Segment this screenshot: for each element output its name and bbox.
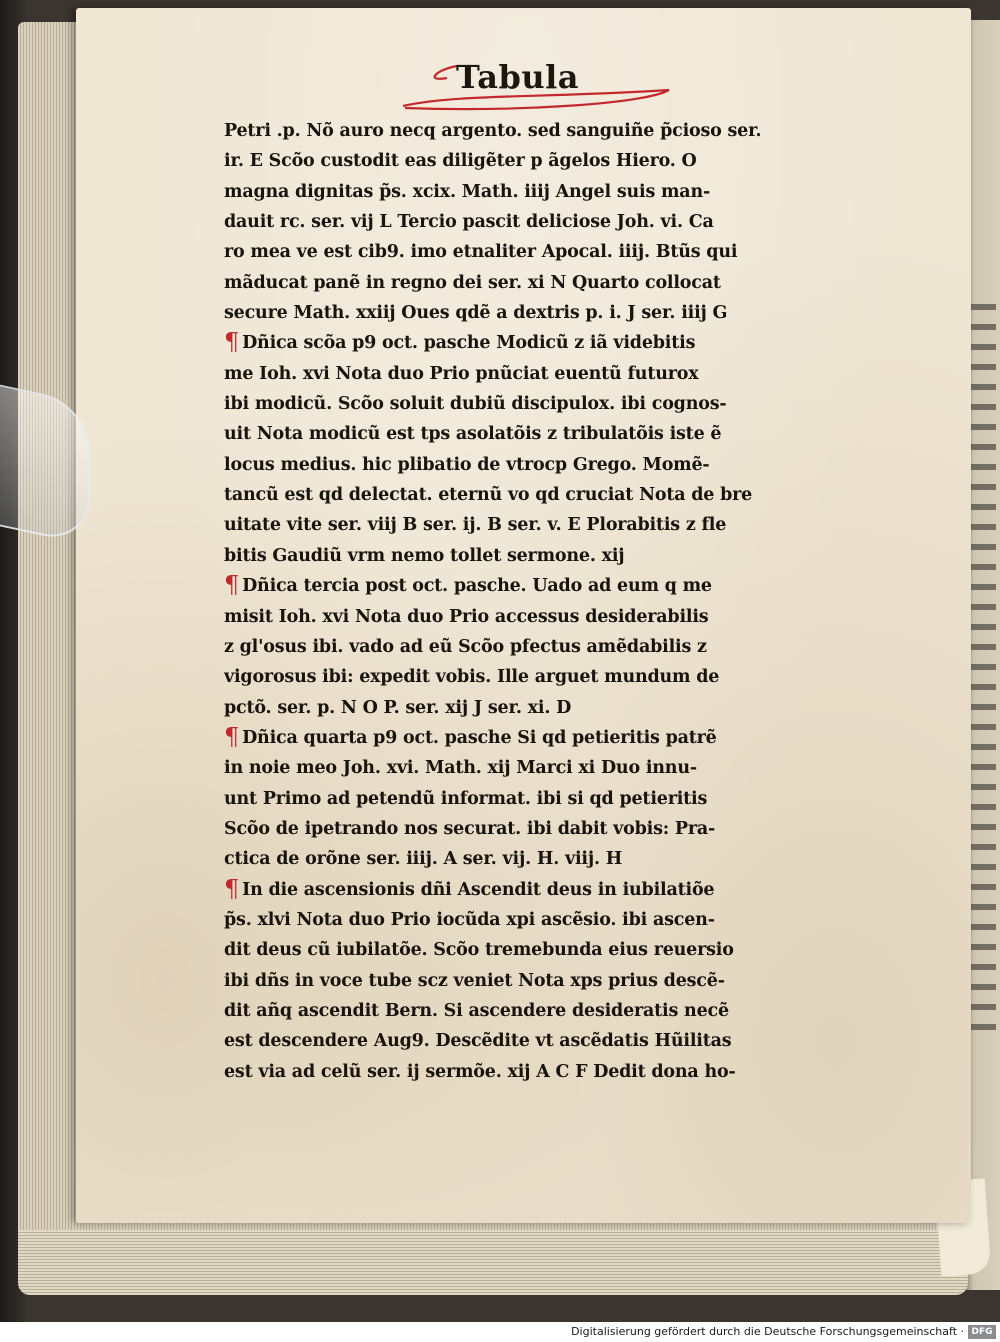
bottom-page-edges — [18, 1230, 968, 1295]
text-line-content: vigorosus ibi: expedit vobis. Ille arguet mundum de — [224, 667, 720, 688]
text-line-content: ctica de orõne ser. iiij. A ser. vij. H. viij. H — [224, 849, 623, 870]
text-line-content: est descendere Aug9. Descẽdite vt ascẽdatis Hũilitas — [224, 1031, 732, 1052]
text-line — [224, 541, 864, 571]
text-line-content: Dñica tercia post oct. pasche. Uado ad eum q me — [242, 576, 712, 597]
text-line-content: locus medius. hic plibatio de vtrocp Grego. Momẽ- — [224, 454, 710, 475]
text-line — [224, 814, 864, 844]
text-line-content: Petri .p. Nõ auro necq argento. sed sanguiñe p̃cioso ser. — [224, 121, 762, 141]
text-line-content: ibi modicũ. Scõo soluit dubiũ discipulox. ibi cognos- — [224, 394, 727, 415]
text-line-content: z gl'osus ibi. vado ad eũ Scõo pfectus amẽdabilis z — [224, 636, 707, 657]
incunabula-text-block — [224, 116, 864, 1087]
text-line-content: secure Math. xxiij Oues qdẽ a dextris p. i. J ser. iiij G — [224, 303, 728, 324]
text-line-content: bitis Gaudiũ vrm nemo tollet sermone. xij — [224, 545, 625, 566]
text-line — [224, 662, 864, 692]
text-line — [224, 935, 864, 965]
text-line — [224, 359, 864, 389]
text-line — [224, 298, 864, 328]
text-line — [224, 905, 864, 935]
text-line — [224, 510, 864, 540]
digitization-footer — [0, 1322, 1000, 1342]
text-line-content: Dñica quarta p9 oct. pasche Si qd petieritis patrẽ — [242, 727, 717, 748]
text-line — [224, 632, 864, 662]
text-line — [224, 237, 864, 267]
text-line-content: In die ascensionis dñi Ascendit deus in iubilatiõe — [242, 879, 715, 900]
text-line — [224, 419, 864, 449]
text-line — [224, 268, 864, 298]
facing-page-text — [968, 290, 996, 1030]
text-line-content: magna dignitas p̃s. xcix. Math. iiij Angel suis man- — [224, 181, 711, 202]
dfg-logo: DFG — [968, 1325, 996, 1339]
text-line — [224, 693, 864, 723]
text-line — [224, 328, 864, 358]
text-line-content: ir. E Scõo custodit eas diligẽter p ãgelos Hiero. O — [224, 151, 697, 172]
text-line-content: dauit rc. ser. vij L Tercio pascit deliciose Joh. vi. Ca — [224, 212, 714, 233]
text-line — [224, 602, 864, 632]
text-line — [224, 116, 864, 146]
text-line-content: Dñica scõa p9 oct. pasche Modicũ z iã videbitis — [242, 333, 696, 354]
page-title: Tabula — [456, 58, 580, 96]
text-line-content: dit deus cũ iubilatõe. Scõo tremebunda eius reuersio — [224, 940, 734, 961]
text-line — [224, 177, 864, 207]
text-line — [224, 966, 864, 996]
text-line — [224, 571, 864, 601]
footer-credit: Digitalisierung gefördert durch die Deutsche Forschungsgemeinschaft · — [571, 1325, 964, 1338]
text-line-content: tancũ est qd delectat. eternũ vo qd cruciat Nota de bre — [224, 485, 753, 506]
text-line — [224, 1026, 864, 1056]
text-line-content: unt Primo ad petendũ informat. ibi si qd petieritis — [224, 788, 708, 809]
text-line-content: in noie meo Joh. xvi. Math. xij Marci xi Duo innu- — [224, 758, 697, 779]
text-line-content: dit añq ascendit Bern. Si ascendere desideratis necẽ — [224, 1000, 729, 1021]
text-line-content: uitate vite ser. viij B ser. ij. B ser. v. E Plorabitis z fle — [224, 515, 727, 536]
text-line-content: me Ioh. xvi Nota duo Prio pnũciat euentũ futurox — [224, 363, 699, 384]
text-line — [224, 450, 864, 480]
text-line-content: pctõ. ser. p. N O P. ser. xij J ser. xi. D — [224, 697, 572, 718]
text-line — [224, 723, 864, 753]
text-line — [224, 146, 864, 176]
text-line-content: ro mea ve est cib9. imo etnaliter Apocal. iiij. Btũs qui — [224, 242, 738, 263]
text-line — [224, 844, 864, 874]
text-line-content: uit Nota modicũ est tps asolatõis z tribulatõis iste ẽ — [224, 424, 722, 445]
rubric-paragraph-mark-icon: ¶ — [224, 722, 240, 751]
text-line — [224, 207, 864, 237]
text-line-content: p̃s. xlvi Nota duo Prio iocũda xpi ascẽsio. ibi ascen- — [224, 909, 715, 930]
text-line — [224, 1057, 864, 1087]
text-line — [224, 875, 864, 905]
text-line — [224, 753, 864, 783]
text-line-content: misit Ioh. xvi Nota duo Prio accessus desiderabilis — [224, 606, 709, 627]
text-line — [224, 996, 864, 1026]
rubric-paragraph-mark-icon: ¶ — [224, 571, 240, 600]
rubric-paragraph-mark-icon: ¶ — [224, 328, 240, 357]
text-line-content: Scõo de ipetrando nos securat. ibi dabit vobis: Pra- — [224, 818, 716, 839]
text-line — [224, 389, 864, 419]
rubric-paragraph-mark-icon: ¶ — [224, 874, 240, 903]
text-line — [224, 784, 864, 814]
text-line-content: mãducat panẽ in regno dei ser. xi N Quarto collocat — [224, 272, 721, 293]
text-line-content: est via ad celũ ser. ij sermõe. xij A C F Dedit dona ho- — [224, 1061, 736, 1082]
text-line-content: ibi dñs in voce tube scz veniet Nota xps prius descẽ- — [224, 970, 725, 991]
text-line — [224, 480, 864, 510]
